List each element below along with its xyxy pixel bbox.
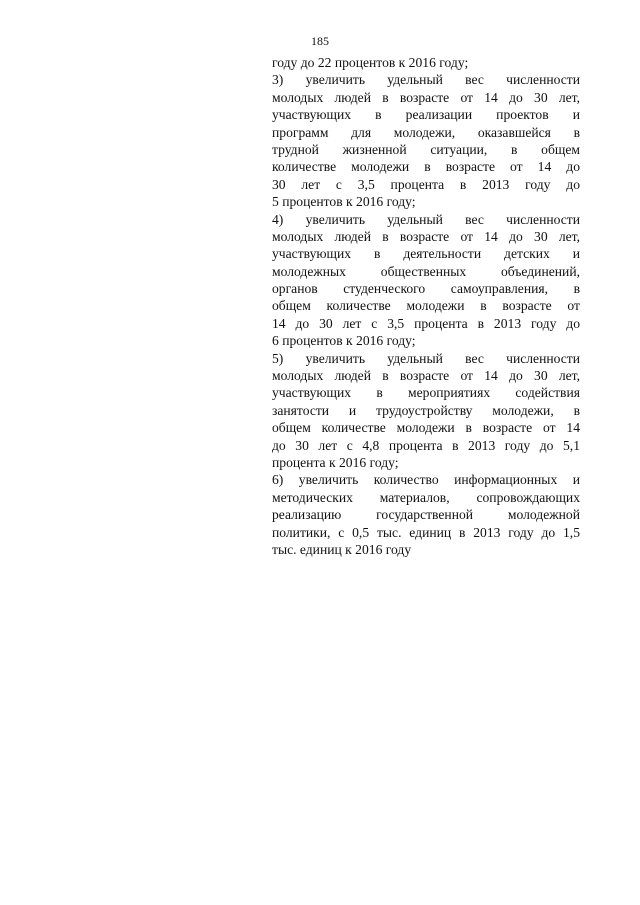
text-line: участвующих в реализации проектов и (272, 107, 580, 123)
document-text-column (272, 54, 580, 558)
text-line: до 30 лет с 4,8 процента в 2013 году до 5,1 (272, 437, 580, 453)
text-line: 14 до 30 лет с 3,5 процента в 2013 году до (272, 315, 580, 331)
text-line: тыс. единиц к 2016 году (272, 541, 412, 557)
text-line: молодых людей в возрасте от 14 до 30 лет, (272, 89, 580, 105)
text-line: процента к 2016 году; (272, 454, 399, 470)
text-line: участвующих в деятельности детских и (272, 246, 580, 262)
text-line: 5) увеличить удельный вес численности (272, 350, 580, 366)
text-line: трудной жизненной ситуации, в общем (272, 141, 580, 157)
text-line: количестве молодежи в возрасте от 14 до (272, 159, 580, 175)
text-line: 6 процентов к 2016 году; (272, 333, 416, 349)
text-line: молодых людей в возрасте от 14 до 30 лет, (272, 368, 580, 384)
text-line: 4) увеличить удельный вес численности (272, 211, 580, 227)
text-line: 30 лет с 3,5 процента в 2013 году до (272, 176, 580, 192)
page-number: 185 (311, 34, 329, 48)
text-line: программ для молодежи, оказавшейся в (272, 124, 580, 140)
text-line: 3) увеличить удельный вес численности (272, 72, 580, 88)
text-line: общем количестве молодежи в возрасте от (272, 298, 580, 314)
text-line: органов студенческого самоуправления, в (272, 281, 580, 297)
text-line: участвующих в мероприятиях содействия (272, 385, 580, 401)
text-line: молодых людей в возрасте от 14 до 30 лет, (272, 228, 580, 244)
text-line: методических материалов, сопровождающих (272, 489, 580, 505)
text-line: реализацию государственной молодежной (272, 507, 580, 523)
text-line: политики, с 0,5 тыс. единиц в 2013 году до 1,5 (272, 524, 580, 540)
text-line: занятости и трудоустройству молодежи, в (272, 402, 580, 418)
text-line: молодежных общественных объединений, (272, 263, 580, 279)
text-line: 5 процентов к 2016 году; (272, 194, 416, 210)
text-line: 6) увеличить количество информационных и (272, 472, 580, 488)
text-line: общем количестве молодежи в возрасте от 14 (272, 420, 580, 436)
text-line: году до 22 процентов к 2016 году; (272, 55, 469, 70)
